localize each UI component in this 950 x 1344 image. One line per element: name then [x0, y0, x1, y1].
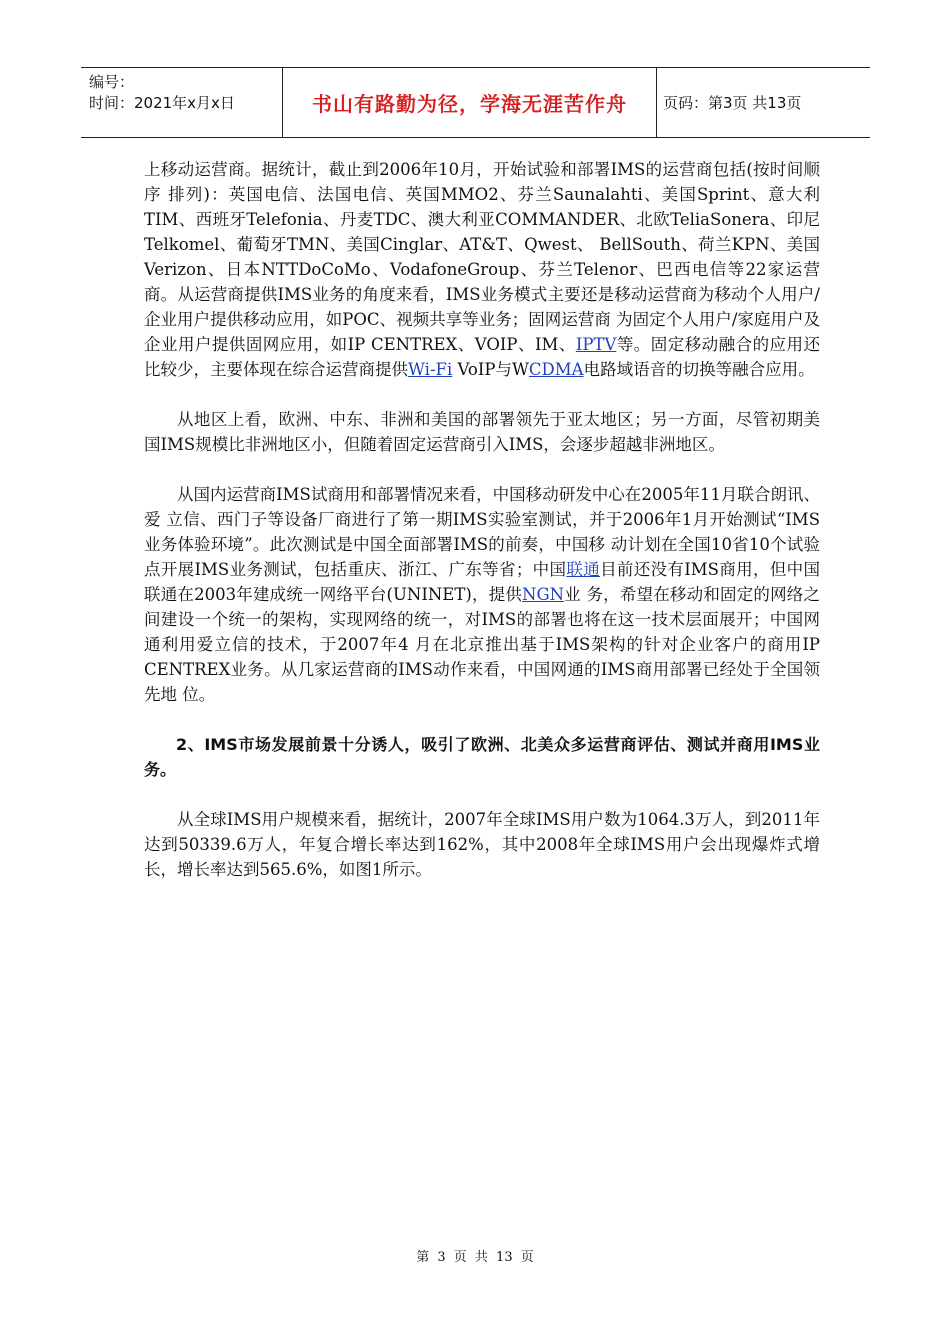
- paragraph-text: 等。固定移动融合的应用还比较少，主要体现在综合运营商提供: [144, 335, 820, 379]
- document-header: [81, 67, 870, 138]
- header-motto: 书山有路勤为径，学海无涯苦作舟: [283, 68, 657, 137]
- document-body: [144, 157, 820, 907]
- paragraph-text: 目前还没有IMS商用，但中国联通在2003年建成统一网络平台(UNINET)，提供: [144, 560, 821, 604]
- link-unicom[interactable]: 联通: [566, 560, 601, 579]
- paragraph-domestic: [144, 482, 820, 707]
- link-cdma[interactable]: CDMA: [528, 360, 584, 379]
- link-iptv[interactable]: IPTV: [575, 335, 617, 354]
- paragraph-text: 从国内运营商IMS试商用和部署情况来看，中国移动研发中心在2005年11月联合朗讯、爱 立信、西门子等设备厂商进行了第一期IMS实验室测试，并于2006年1月开始测试“IMS业务体验环境”。此次测试是中国全面部署IMS的前奏，中国移 动计划在全国10省10个试验点开展IMS业务测试，包括重庆、浙江、广东等省；中国: [144, 485, 820, 579]
- page-footer: 第 3 页 共 13 页: [416, 1250, 534, 1265]
- header-page-code: 页码：第3页 共13页: [663, 94, 802, 112]
- header-time-label: 时间：2021年x月x日: [89, 94, 235, 112]
- paragraph-regions: 从地区上看，欧洲、中东、非洲和美国的部署领先于亚太地区；另一方面，尽管初期美国IMS规模比非洲地区小，但随着固定运营商引入IMS，会逐步超越非洲地区。: [144, 410, 820, 454]
- link-wifi[interactable]: Wi-Fi: [408, 360, 453, 379]
- header-meta: [81, 68, 283, 137]
- paragraph-text: VoIP与W: [452, 360, 529, 379]
- paragraph-text: 业 务，希望在移动和固定的网络之间建设一个统一的架构，实现网络的统一，对IMS的部署也将在这一技术层面展开；中国网通利用爱立信的技术，于2007年4 月在北京推出基于IMS架构的针对企业客户的商用IP CENTREX业务。从几家运营商的IMS动作来看，中国网通的IMS商用部署已经处于全国领先地 位。: [144, 585, 820, 704]
- paragraph-user-scale: 从全球IMS用户规模来看，据统计，2007年全球IMS用户数为1064.3万人，到2011年达到50339.6万人，年复合增长率达到162%，其中2008年全球IMS用户会出现爆炸式增长，增长率达到565.6%，如图1所示。: [144, 810, 820, 879]
- paragraph-text: 上移动运营商。据统计，截止到2006年10月，开始试验和部署IMS的运营商包括(按时间顺序 排列)：英国电信、法国电信、英国MMO2、芬兰Saunalahti、美国Sprint、意大利TIM、西班牙Telefonia、丹麦TDC、澳大利亚COMMANDER、北欧TeliaSonera、印尼Telkomel、葡萄牙TMN、美国Cinglar、AT&T、Qwest、 BellSouth、荷兰KPN、美国Verizon、日本NTTDoCoMo、VodafoneGroup、芬兰Telenor、巴西电信等22家运营 商。从运营商提供IMS业务的角度来看，IMS业务模式主要还是移动运营商为移动个人用户/企业用户提供移动应用，如POC、视频共享等业务；固网运营商 为固定个人用户/家庭用户及企业用户提供固网应用，如IP CENTREX、VOIP、IM、: [144, 160, 820, 354]
- section-heading: 2、IMS市场发展前景十分诱人，吸引了欧洲、北美众多运营商评估、测试并商用IMS业务。: [144, 735, 820, 779]
- paragraph-text: 电路域语音的切换等融合应用。: [583, 360, 815, 379]
- link-ngn[interactable]: NGN: [522, 585, 565, 604]
- header-number-label: 编号：: [89, 73, 135, 91]
- paragraph-operators: [144, 157, 820, 382]
